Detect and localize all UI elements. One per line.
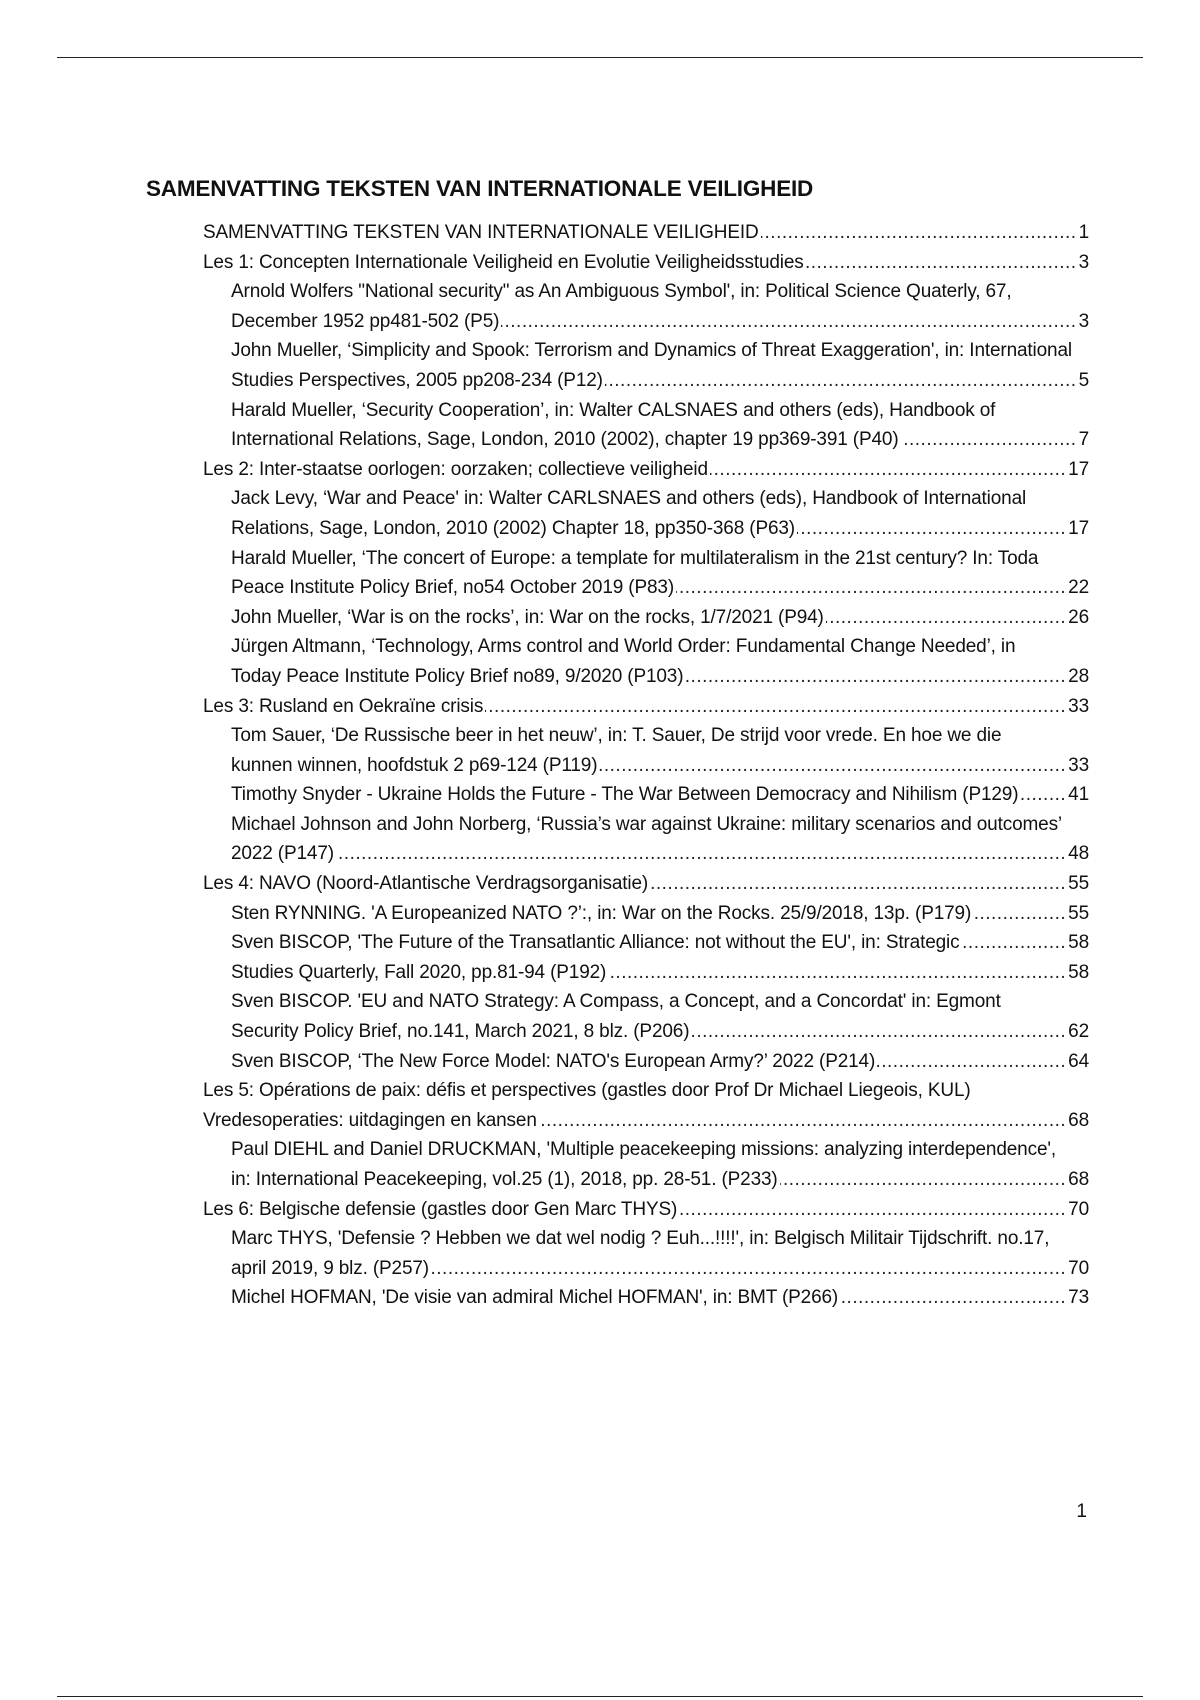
toc-entry-page: 22: [1066, 573, 1089, 603]
toc-entry-link[interactable]: [231, 396, 1077, 455]
toc-entry[interactable]: [203, 958, 1089, 988]
toc-entry-page: 5: [1077, 366, 1089, 396]
toc-entry-link[interactable]: [231, 987, 1066, 1046]
toc-entry[interactable]: [203, 632, 1089, 691]
toc-entry-link[interactable]: [203, 1195, 1066, 1225]
toc-entry-link[interactable]: [231, 544, 1066, 603]
toc-entry-link[interactable]: [231, 1224, 1066, 1283]
footer-rule: [57, 1696, 1143, 1697]
toc-entry-link[interactable]: [203, 248, 1077, 278]
toc-entry-label: Les 5: Opérations de paix: défis et perspectives (gastles door Prof Dr Michael Liegeois, KUL) Vredesoperaties: uitdagingen en kansen: [203, 1080, 971, 1131]
toc-entry-link[interactable]: [203, 1076, 1066, 1135]
toc-entry-label: Sven BISCOP. 'EU and NATO Strategy: A Compass, a Concept, and a Concordat' in: Egmont Security Policy Brief, no.141, March 2021, 8 blz. (P206): [231, 991, 1001, 1043]
toc-entry[interactable]: [203, 1135, 1089, 1194]
document-title: SAMENVATTING TEKSTEN VAN INTERNATIONALE VEILIGHEID: [146, 176, 814, 201]
toc-entry-label: Michel HOFMAN, 'De visie van admiral Michel HOFMAN', in: BMT (P266): [231, 1287, 839, 1309]
toc-entry[interactable]: [203, 336, 1089, 395]
toc-entry[interactable]: [203, 928, 1089, 958]
toc-entry-link[interactable]: [231, 632, 1066, 691]
toc-entry-label: Sven BISCOP, 'The Future of the Transatlantic Alliance: not without the EU', in: Strategic: [231, 932, 960, 954]
toc-entry-page: 58: [1066, 958, 1089, 988]
toc-entry-label: Michael Johnson and John Norberg, ‘Russia’s war against Ukraine: military scenarios and outcomes’ 2022 (P147): [231, 813, 1063, 865]
toc-entry-label: Tom Sauer, ‘De Russische beer in het neuw’, in: T. Sauer, De strijd voor vrede. En hoe we die kunnen winnen, hoofdstuk 2 p69-124 (P119): [231, 725, 1002, 776]
toc-entry-label: Arnold Wolfers "National security" as An Ambiguous Symbol', in: Political Science Quaterly, 67, December 1952 pp481-502 (P5): [231, 281, 1012, 332]
toc-entry-label: Jack Levy, ‘War and Peace' in: Walter CARLSNAES and others (eds), Handbook of International Relations, Sage, London, 2010 (2002) Chapter 18, pp350-368 (P63): [231, 488, 1027, 539]
toc-entry-page: 70: [1066, 1195, 1089, 1225]
toc-entry[interactable]: [203, 484, 1089, 543]
toc-entry-link[interactable]: [231, 928, 1066, 958]
toc-entry[interactable]: [203, 1283, 1089, 1313]
toc-entry-link[interactable]: [231, 810, 1066, 869]
toc-entry[interactable]: [203, 810, 1089, 869]
toc-entry-label: Harald Mueller, ‘Security Cooperation’, in: Walter CALSNAES and others (eds), Handbook of International Relations, Sage, London, 2010 (2002), chapter 19 pp369-391 (P40): [231, 399, 996, 451]
toc-entry-link[interactable]: [231, 899, 1066, 929]
page-number: 1: [1076, 1501, 1087, 1522]
toc-entry-link[interactable]: [231, 277, 1077, 336]
toc-entry[interactable]: [203, 1047, 1089, 1077]
toc-entry-label: Harald Mueller, ‘The concert of Europe: a template for multilateralism in the 21st century? In: Toda Peace Institute Policy Brief, no54 October 2019 (P83): [231, 547, 1039, 599]
toc-entry-label: Les 4: NAVO (Noord-Atlantische Verdragsorganisatie): [203, 873, 649, 895]
toc-entry[interactable]: [203, 780, 1089, 810]
toc-entry[interactable]: [203, 455, 1089, 485]
toc-entry-label: Sven BISCOP, ‘The New Force Model: NATO's European Army?’ 2022 (P214): [231, 1050, 876, 1072]
toc-entry-page: 55: [1066, 899, 1089, 929]
toc-entry-page: 26: [1066, 603, 1089, 633]
toc-entry[interactable]: [203, 544, 1089, 603]
toc-entry-label: SAMENVATTING TEKSTEN VAN INTERNATIONALE VEILIGHEID: [203, 222, 759, 243]
toc-entry-link[interactable]: [203, 218, 1077, 248]
toc-entry-page: 1: [1077, 218, 1089, 248]
toc-entry-link[interactable]: [231, 1047, 1066, 1077]
toc-entry-page: 62: [1066, 1017, 1089, 1047]
toc-entry[interactable]: [203, 1076, 1089, 1135]
toc-entry-label: Les 2: Inter-staatse oorlogen: oorzaken; collectieve veiligheid: [203, 458, 708, 480]
toc-entry-link[interactable]: [231, 721, 1066, 780]
toc-entry[interactable]: [203, 899, 1089, 929]
toc-entry[interactable]: [203, 987, 1089, 1046]
toc-entry-page: 68: [1066, 1165, 1089, 1195]
toc-entry-link[interactable]: [231, 958, 1066, 988]
toc-entry-link[interactable]: [231, 336, 1077, 395]
toc-entry-label: Marc THYS, 'Defensie ? Hebben we dat wel nodig ? Euh...!!!!', in: Belgisch Militair Tijdschrift. no.17, april 2019, 9 blz. (P257): [231, 1228, 1050, 1279]
toc-entry-page: 73: [1066, 1283, 1089, 1313]
toc-entry[interactable]: [203, 869, 1089, 899]
toc-entry-label: Studies Quarterly, Fall 2020, pp.81-94 (P192): [231, 961, 607, 983]
toc-entry-page: 64: [1066, 1047, 1089, 1077]
toc-entry-page: 3: [1077, 307, 1089, 337]
toc-entry-page: 7: [1077, 425, 1089, 455]
toc-entry-page: 33: [1066, 751, 1089, 781]
toc-entry-page: 41: [1066, 780, 1089, 810]
toc-entry[interactable]: [203, 692, 1089, 722]
toc-entry-page: 48: [1066, 839, 1089, 869]
toc-entry-page: 58: [1066, 928, 1089, 958]
toc-entry-link[interactable]: [231, 1283, 1066, 1313]
toc-entry[interactable]: [203, 721, 1089, 780]
toc-entry-label: John Mueller, ‘War is on the rocks’, in: War on the rocks, 1/7/2021 (P94): [231, 606, 824, 628]
toc-entry-page: 68: [1066, 1106, 1089, 1136]
toc-entry-label: Les 1: Concepten Internationale Veiligheid en Evolutie Veiligheidsstudies: [203, 251, 804, 273]
toc-entry-label: John Mueller, ‘Simplicity and Spook: Terrorism and Dynamics of Threat Exaggeration', in: International Studies Perspectives, 2005 pp208-234 (P12): [231, 340, 1072, 391]
toc-entry[interactable]: [203, 248, 1089, 278]
toc-entry-link[interactable]: [231, 780, 1066, 810]
toc-entry-link[interactable]: [231, 484, 1066, 543]
toc-entry-link[interactable]: [203, 869, 1066, 899]
toc-entry-link[interactable]: [231, 1135, 1066, 1194]
toc-entry-label: Les 3: Rusland en Oekraïne crisis: [203, 695, 484, 717]
toc-entry-page: 17: [1066, 514, 1089, 544]
table-of-contents: [203, 218, 1089, 1313]
toc-entry-page: 55: [1066, 869, 1089, 899]
toc-entry[interactable]: [203, 277, 1089, 336]
toc-entry-page: 17: [1066, 455, 1089, 485]
toc-entry-link[interactable]: [203, 455, 1066, 485]
toc-entry[interactable]: [203, 1224, 1089, 1283]
toc-entry-page: 70: [1066, 1254, 1089, 1284]
toc-entry-link[interactable]: [203, 692, 1066, 722]
toc-entry-page: 3: [1077, 248, 1089, 278]
toc-entry-label: Paul DIEHL and Daniel DRUCKMAN, 'Multiple peacekeeping missions: analyzing interdependence', in: International Peacekeeping, vol.25 (1), 2018, pp. 28-51. (P233): [231, 1139, 1056, 1190]
toc-entry[interactable]: [203, 1195, 1089, 1225]
toc-entry-label: Sten RYNNING. 'A Europeanized NATO ?’:, in: War on the Rocks. 25/9/2018, 13p. (P179): [231, 902, 972, 924]
toc-entry[interactable]: [203, 396, 1089, 455]
toc-entry-page: 33: [1066, 692, 1089, 722]
toc-entry-link[interactable]: [231, 603, 1066, 633]
toc-entry[interactable]: [203, 603, 1089, 633]
toc-entry-label: Jürgen Altmann, ‘Technology, Arms control and World Order: Fundamental Change Needed’, in Today Peace Institute Policy Brief no89, 9/2020 (P103): [231, 636, 1016, 687]
toc-entry-label: Timothy Snyder - Ukraine Holds the Future - The War Between Democracy and Nihilism (P129): [231, 784, 1019, 806]
toc-entry-label: Les 6: Belgische defensie (gastles door Gen Marc THYS): [203, 1198, 678, 1220]
header-rule: [57, 57, 1143, 58]
toc-entry-page: 28: [1066, 662, 1089, 692]
toc-entry[interactable]: [203, 218, 1089, 248]
